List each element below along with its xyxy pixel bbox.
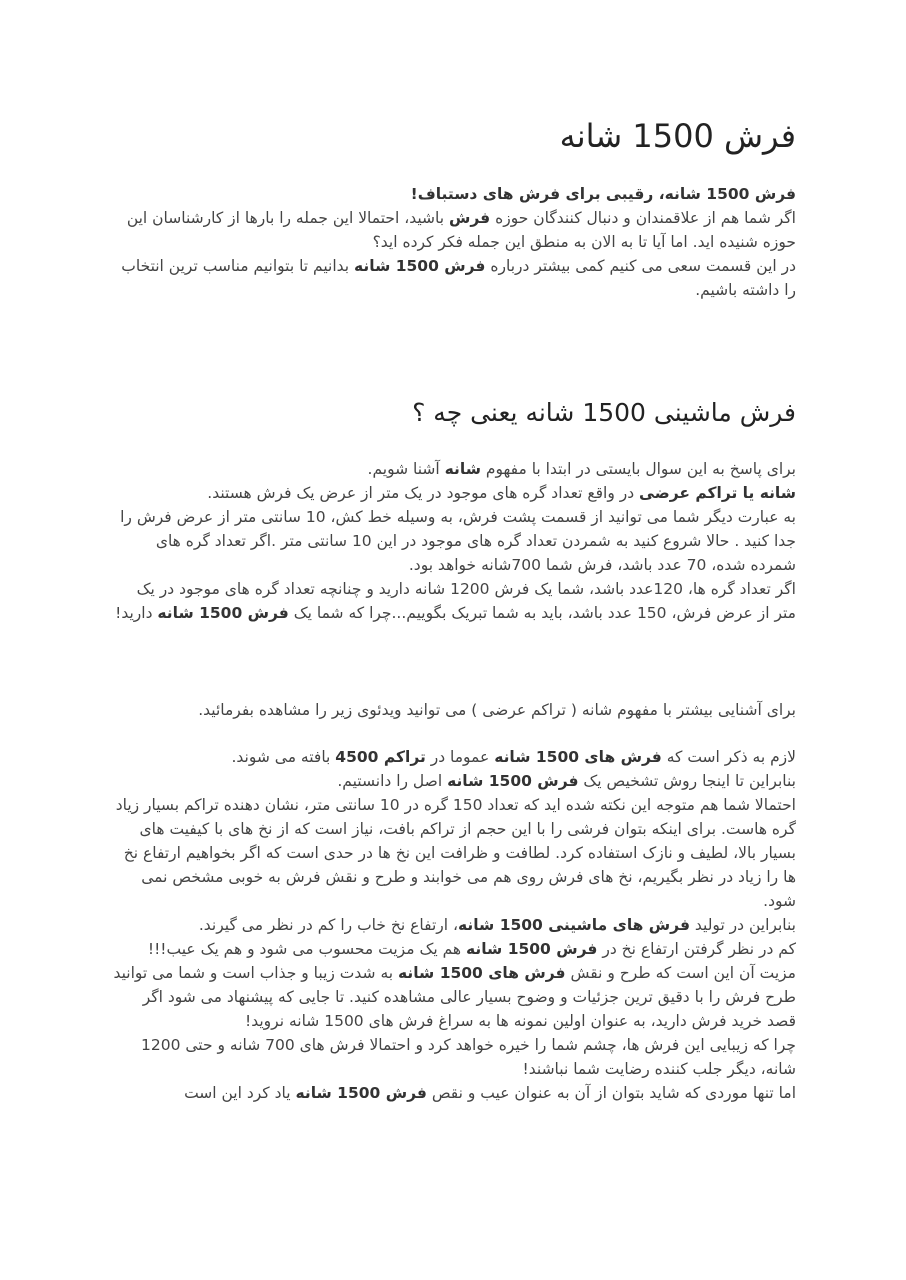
details-paragraph [112, 1081, 796, 1105]
text-run: بنابراین تا اینجا روش تشخیص یک [578, 772, 796, 790]
bold-keyword: فرش [448, 209, 491, 227]
document-page [112, 0, 796, 1280]
details-paragraph [112, 769, 796, 793]
details-section [112, 745, 796, 1105]
definition-section [112, 457, 796, 625]
text-run: بافته می شوند. [231, 748, 336, 766]
text-run: بدانیم تا بتوانیم مناسب ترین انتخاب را داشته باشیم. [121, 257, 796, 299]
text-run: هم یک مزیت محسوب می شود و هم یک عیب!!! [147, 940, 466, 958]
text-run: بنابراین در تولید [689, 916, 796, 934]
details-paragraph [112, 1033, 796, 1081]
section-heading: فرش ماشینی 1500 شانه یعنی چه ؟ [412, 398, 796, 427]
text-run: آشنا شویم. [367, 460, 445, 478]
bold-keyword: فرش های 1500 شانه [398, 964, 566, 982]
details-paragraph [112, 937, 796, 961]
text-run: باشید، احتمالا این جمله را بارها از کارشناسان این حوزه شنیده اید. اما آیا تا به الان به منطق این جمله فکر کرده اید؟ [126, 209, 796, 251]
text-run: اگر شما هم از علاقمندان و دنبال کنندگان حوزه [490, 209, 796, 227]
definition-paragraph [112, 505, 796, 577]
text-run: کم در نظر گرفتن ارتفاع نخ در [597, 940, 796, 958]
page-title: فرش 1500 شانه [559, 117, 796, 155]
video-note-paragraph: برای آشنایی بیشتر با مفهوم شانه ( تراکم عرضی ) می توانید ویدئوی زیر را مشاهده بفرمائید. [198, 701, 796, 719]
intro-paragraph [112, 254, 796, 302]
text-run: به عبارت دیگر شما می توانید از قسمت پشت فرش، به وسیله خط کش، 10 سانتی متر از عرض فرش را جدا کنید . حالا شروع کنید به شمردن تعداد گره های موجود در این 10 سانتی متر .اگر تعداد گره های شمرده شده، 70 عدد باشد، فرش شما 700شانه خواهد بود. [120, 508, 796, 574]
definition-paragraph [112, 457, 796, 481]
bold-keyword: تراکم 4500 [335, 748, 426, 766]
definition-paragraph [112, 577, 796, 625]
text-run: در واقع تعداد گره های موجود در یک متر از عرض یک فرش هستند. [207, 484, 640, 502]
bold-keyword: فرش های ماشینی 1500 شانه [458, 916, 690, 934]
bold-keyword: فرش 1500 شانه [447, 772, 579, 790]
text-run: مزیت آن این است که طرح و نقش [565, 964, 796, 982]
bold-keyword: فرش 1500 شانه [295, 1084, 427, 1102]
text-run: به شدت زیبا و جذاب است و شما می توانید طرح فرش را با دقیق ترین جزئیات و وضوح بسیار عالی مشاهده کنید. تا جایی که پیشنهاد می شود اگر قصد خرید فرش دارید، به عنوان اولین نمونه ها به سراغ فرش های 1500 شانه نروید! [113, 964, 796, 1030]
intro-paragraph [112, 182, 796, 206]
text-run: برای پاسخ به این سوال بایستی در ابتدا با مفهوم [480, 460, 796, 478]
bold-keyword: فرش 1500 شانه [157, 604, 289, 622]
text-run: اگر تعداد گره ها، 120عدد باشد، شما یک فرش 1200 شانه دارید و چنانچه تعداد گره های موجود در یک متر از عرض فرش، 150 عدد باشد، باید به شما تبریک بگوییم...چرا که شما یک [136, 580, 796, 622]
text-run: اصل را دانستیم. [337, 772, 448, 790]
definition-paragraph [112, 481, 796, 505]
bold-keyword: فرش های 1500 شانه [494, 748, 662, 766]
bold-keyword: فرش 1500 شانه [466, 940, 598, 958]
text-run: یاد کرد این است [184, 1084, 296, 1102]
text-run: لازم به ذکر است که [661, 748, 796, 766]
text-run: اما تنها موردی که شاید بتوان از آن به عنوان عیب و نقص [426, 1084, 796, 1102]
bold-keyword: فرش 1500 شانه [354, 257, 486, 275]
text-run: ، ارتفاع نخ خاب را کم در نظر می گیرند. [198, 916, 458, 934]
text-run: عموما در [425, 748, 495, 766]
bold-keyword: فرش 1500 شانه، رقیبی برای فرش های دستباف! [410, 185, 796, 203]
intro-paragraph [112, 206, 796, 254]
text-run: دارید! [115, 604, 158, 622]
text-run: احتمالا شما هم متوجه این نکته شده اید که تعداد 150 گره در 10 سانتی متر، نشان دهنده تراکم بسیار زیاد گره هاست. برای اینکه بتوان فرشی را با این حجم از تراکم بافت، نیاز است که از نخ های با کیفیت های بسیار بالا، لطیف و نازک استفاده کرد. لطافت و ظرافت این نخ ها در حدی است که اگر بخواهیم ارتفاع نخ ها را زیاد در نظر بگیریم، نخ های فرش روی هم می خوابند و طرح و نقش فرش به خوبی مشخص نمی شود. [115, 796, 796, 910]
text-run: چرا که زیبایی این فرش ها، چشم شما را خیره خواهد کرد و احتمالا فرش های 700 شانه و حتی 1200 شانه، دیگر جلب کننده رضایت شما نباشند! [140, 1036, 796, 1078]
bold-keyword: شانه [444, 460, 481, 478]
intro-section [112, 182, 796, 302]
bold-keyword: شانه یا تراکم عرضی [639, 484, 796, 502]
video-note-section [112, 698, 796, 722]
details-paragraph [112, 745, 796, 769]
text-run: در این قسمت سعی می کنیم کمی بیشتر درباره [485, 257, 796, 275]
details-paragraph [112, 961, 796, 1033]
details-paragraph [112, 913, 796, 937]
details-paragraph [112, 793, 796, 913]
